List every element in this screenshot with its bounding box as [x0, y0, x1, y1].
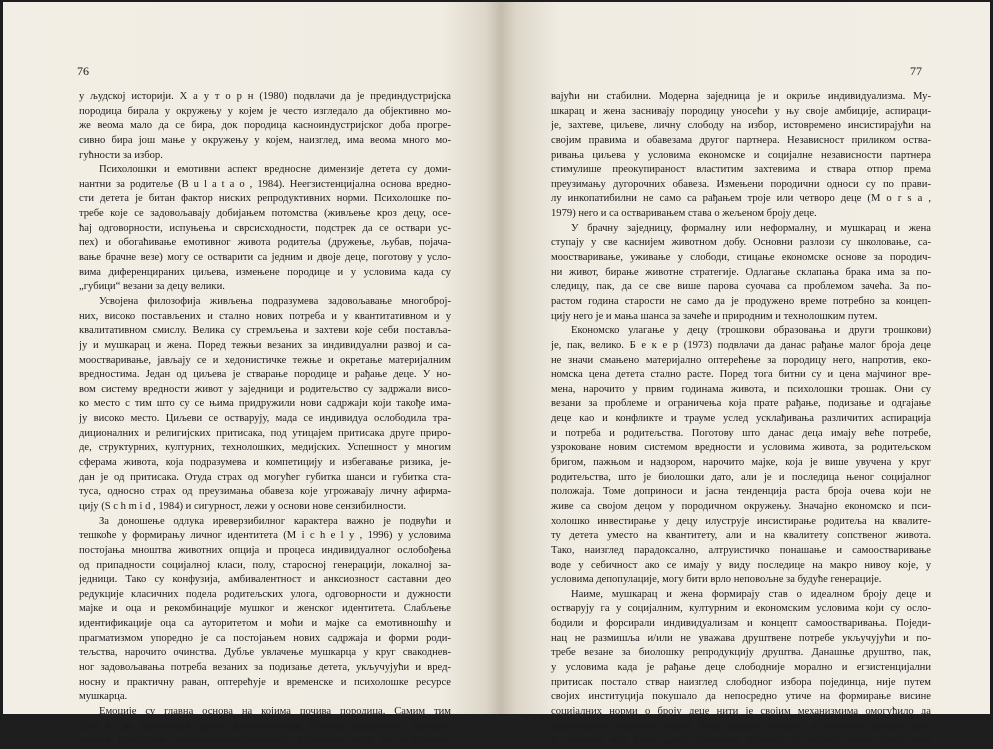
text-line: де, структурних, културних, технолошких, медијских. Успешност у многим — [79, 442, 451, 454]
text-line: Емоције су главна основа на којима почива породица. Самим тим — [99, 705, 451, 717]
text-line: ног задовољавања потреба везаних за подизање детета, укључујући и вред- — [79, 661, 451, 673]
text-line: вима диференцираних циљева, измењене породице и у условима када су — [79, 266, 451, 278]
text-line: Економско улагање у децу (трошкови образовања и други трошкови) — [571, 325, 931, 337]
text-line: ривања циљева у условима економске и социјалне независности партнера — [551, 149, 931, 161]
page-number: 77 — [910, 64, 922, 78]
text-line: од припадности социјалној класи, полу, старосној генерацији, локалној за- — [79, 559, 451, 571]
text-line: ступају у све каснијем животном добу. Основни разлози су школовање, са- — [551, 237, 931, 249]
book-spread — [3, 2, 990, 747]
text-line: же веома мало да се бира, док породица касноиндустријског доба прогре- — [79, 120, 451, 132]
text-line: вање брачне везе) могу се остварити са једним и двоје деце, поготову у усло- — [79, 252, 451, 264]
text-line: мена, нарочито у првим годинама живота, и психолошки трошак. Они су — [551, 383, 931, 395]
text-line: стимулише преокупираност властитим захтевима и ствара отпор према — [551, 164, 931, 176]
text-line: туса, односно страх од преузимања обавеза које угрожавају личну афирма- — [79, 486, 451, 498]
text-line: цију него је и мања шанса за зачеће и природним и технолошким путем. — [551, 310, 878, 322]
text-line: Тако, наизглед парадоксално, алтруистичко понашање и самоостваривање — [551, 544, 931, 556]
text-line: вом систему вредности живот у заједници и родитељство су задржали висо- — [79, 383, 451, 395]
text-line: остварују га у социјалним, културним и економским условима који су осло- — [551, 603, 931, 615]
text-line: ју и мушкарац и жена. Поред тежњи везаних за индивидуални развој и са- — [79, 339, 451, 351]
text-line: воде у себичност ако се имају у виду последице на макро нивоу које, у — [551, 559, 931, 571]
text-line: моостваривање, јављају се и хедонистичке тежње и окретање материјалним — [79, 354, 451, 366]
text-line: нантни за родитеље (B u l a t a o , 1984). Неегзистенцијална основа вредно- — [79, 178, 451, 190]
text-line: 1979) него и са остваривањем става о жељеном броју деце. — [551, 208, 817, 220]
text-line: деце као и конфликте и трауме услед усклађивања различитих аспирација — [551, 413, 931, 425]
text-line: и потреба и родитељства. Поготову што данас деца имају веће потребе, — [551, 427, 931, 439]
text-line: редукције класичних подела родитељских улога, одговорности и дужности — [79, 588, 451, 600]
text-line: узроковане новим системом вредности и условима живота, за родитељском — [551, 442, 931, 454]
text-line: бодили и форсирали индивидуализам и концепт самоостваривања. Поједи- — [551, 618, 931, 630]
text-line: ни живот, бирање животне стратегије. Одлагање склапања брака има за по- — [551, 266, 931, 278]
right-page — [501, 2, 990, 747]
text-line: својим правима и обавезама другог партнера. Независност приликом оства- — [551, 134, 931, 146]
text-line: преузимању дугорочних обавеза. Измењени породични односи су по прави- — [551, 178, 931, 190]
text-line: живе са својом децом у породичном окружењу. Значајно економско и пси- — [551, 500, 931, 512]
text-line: диционалних и религијских притисака, под утицајем притисака друге приро- — [79, 427, 451, 439]
text-line: положаја. Томе доприноси и јасна тенденција раста броја очева који не — [551, 486, 931, 498]
text-line: моостваривање, уживање у слободи, стицање економске основе за породич- — [551, 252, 931, 264]
text-line: тељства, нарочито очинства. Дубље увлачење мушкарца у круг свакоднев- — [79, 647, 451, 659]
text-line: је, пак, велико. Б е к е р (1973) подвлачи да данас рађање малог броја деце — [551, 339, 931, 351]
text-line: породица бирала у окружењу у којем је често изгледало да објективно мо- — [79, 105, 451, 117]
text-line: родитељства, што је биолошки дато, али је и последица њеног социјалног — [551, 471, 931, 483]
text-line: мајке и оца и рекомбинације мушког и женског идентитета. Слабљење — [79, 603, 451, 615]
text-line: сивно бира још мање у окружењу у којем, наизглед, има веома много мо- — [79, 134, 451, 146]
text-line: носну и практичну раван, оптерећује и временске и психолошке ресурсе — [79, 676, 451, 688]
text-line: лу инкопатибилни не само са рађањем троје или четворо деце (M o r s a , — [551, 193, 931, 205]
text-line: Наиме, мушкарац и жена формирају став о идеалном броју деце и — [571, 588, 931, 600]
text-line: растом година старости не само да је продужено време потребно за концеп- — [551, 295, 931, 307]
text-line: ковани процесима деинституционализације, дугорочно нису ни подразуме- — [79, 735, 451, 747]
text-line: Усвојена филозофија живљења подразумева задовољавање многобрoј- — [99, 295, 451, 307]
text-line: шкарац и жена заснивају породицу уносећи у њу своје амбиције, аспираци- — [551, 105, 931, 117]
text-line: Психолошки и емотивни аспект вредносне димензије детета су доми- — [99, 164, 451, 176]
text-line: ко место с тим што су се њима придружили нови садржаји који такође има- — [79, 398, 451, 410]
text-line: једници. Тако су конфузија, амбивалентност и анксиозност саставни део — [79, 574, 451, 586]
text-line: них, високо постављених и стално нових потреба и у квантитативном и у — [79, 310, 451, 322]
text-line: ту детета уместо на квантитету, али и на квалитету сопственог живота. — [551, 530, 931, 542]
text-line: својих институција покушало да непосредно утиче на формирање висине — [551, 691, 931, 703]
page-body-text — [79, 90, 451, 749]
text-line: везани за проблеме и ограничења која прате рађање, подизање и одгајање — [551, 398, 931, 410]
text-line: ћај одговорности, испуњења и сврсисходности, подстрек да се оствари ус- — [79, 222, 451, 234]
text-line: требе које се задовољавају добијањем потомства (живљење кроз децу, осе- — [79, 208, 451, 220]
text-line: сти детета је битан фактор ниских репродуктивних норми. Психолошке по- — [79, 193, 451, 205]
text-line: За доношење одлука иреверзибилног карактера важно је подвући и — [99, 515, 451, 527]
text-line: мушкарца. — [79, 691, 128, 703]
text-line: је, четворо или више деце. Напротив. Резултат је рађање малог броја деце — [551, 735, 931, 747]
text-line: бригом, пажњом и надзором, нарочито мајке, која је више увучена у круг — [551, 457, 931, 469]
left-page — [3, 2, 501, 747]
text-line: квалитативном смислу. Велика су стремљења и захтеви које себи постављa- — [79, 325, 451, 337]
text-line: је, захтеве, циљеве, личну слободу на избор, истовремено инсистирајући на — [551, 120, 931, 132]
text-line: цију (S c h m i d , 1984) и сигурност, лежи у основи нове сензибилности. — [79, 500, 407, 512]
text-line: холошко инвестирање у децу илуструје инсистирање родитеља на квалите- — [551, 515, 931, 527]
text-line: прагматизмом упоредно је са постојањем нових садржаја и форми роди- — [79, 632, 451, 644]
text-line: вајући ни стабилни. Модерна заједница је и окриље индивидуализма. Му- — [551, 91, 931, 102]
text-line: притисак постало ствар наизглед слободног избора појединца, није путем — [551, 676, 931, 688]
text-line: ју високо место. Циљеви се остварују, мада се индивидуа ослободила тра- — [79, 413, 451, 425]
text-line: номска цена детета стално расте. Поред тога битни су и цена мајчиног вре- — [551, 369, 931, 381]
text-line: у људској историји. Х а у т о р н (1980) подвлачи да је прединдустријска — [79, 91, 451, 102]
text-line: пех) и обогаћивање емотивног живота родитеља (дружење, љубав, појача- — [79, 237, 451, 249]
text-line: вредностима. Један од циљева је стварање породице и рађање деце. У но- — [79, 369, 451, 381]
text-line: следицу, пак, да се све више парова суочава са проблемом зачећа. За по- — [551, 281, 931, 293]
text-line: социјалних норми о броју деце нити је својим механизмима омогућило да — [551, 705, 931, 717]
text-line: постојања мноштва животних опција и процеса индивидуалног ослобођења — [79, 544, 451, 556]
text-line: дан је од притисака. Отуда страх од могућег губитка шанси и губитка ста- — [79, 471, 451, 483]
text-line: сферама живота, која подразумева и компетицију и избегавање ризика, је- — [79, 457, 451, 469]
text-line: условима депопулације, могу бити врло неповољне за будуће генерације. — [551, 574, 882, 586]
text-line: не значи смањено материјално оптерећење за породицу него, напротив, еко- — [551, 354, 931, 366]
text-line: У брачну заједницу, формалну или неформалну, и мушкарац и жена — [571, 222, 931, 234]
text-line: у условима када је рађање деце слободније морално и егзистенцијални — [551, 661, 931, 673]
text-line: требе везане за биолошку репродукцију друштва. Данашње друштво, пак, — [551, 647, 931, 659]
text-line: брак и све присутнији други, флексибилнији, облици заједништва проузро- — [79, 720, 451, 732]
text-line: гућности за избор. — [79, 149, 163, 161]
text-line: идентификације оца са ауторитетом и моћи и мајке са емотивношћу и — [79, 618, 451, 630]
text-line: нац не размишља и/или не уважава друштвене потребе укључујући и по- — [551, 632, 931, 644]
page-body-text — [551, 90, 931, 749]
page-number: 76 — [77, 64, 89, 78]
text-line: равноправна животна опција буде рађање уопште, а поготову рађање тро- — [551, 720, 931, 732]
text-line: тешкоће у формирању личног идентитета (M i c h e l y , 1996) у условима — [79, 530, 451, 542]
text-line: „губици“ везани за децу велики. — [79, 281, 225, 293]
